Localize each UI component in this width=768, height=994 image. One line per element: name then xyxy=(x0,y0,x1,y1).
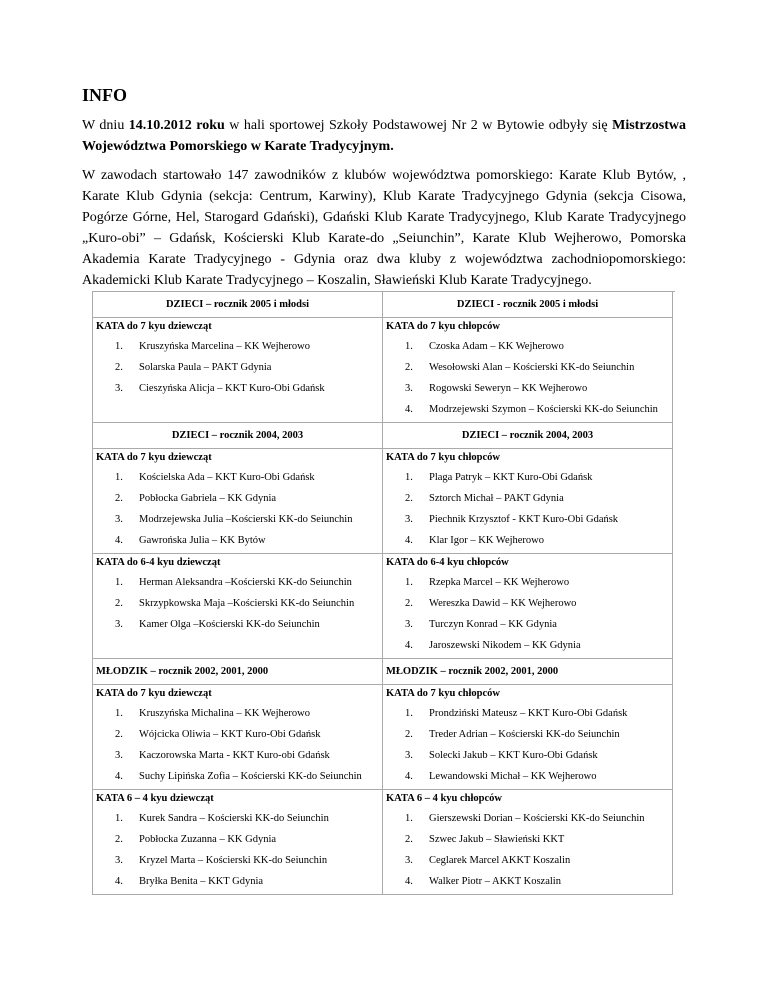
place-number: 2. xyxy=(405,834,413,845)
result-item xyxy=(383,467,672,488)
place-number: 4. xyxy=(405,404,413,415)
competitor-entry: Herman Aleksandra –Kościerski KK-do Seiunchin xyxy=(139,577,352,588)
competitor-entry: Suchy Lipińska Zofia – Kościerski KK-do Seiunchin xyxy=(139,771,362,782)
competitor-entry: Walker Piotr – AKKT Koszalin xyxy=(429,876,561,887)
place-number: 2. xyxy=(115,598,123,609)
result-item xyxy=(383,871,672,892)
place-number: 2. xyxy=(115,729,123,740)
result-item xyxy=(383,614,672,635)
page-title: INFO xyxy=(82,85,127,105)
result-item xyxy=(93,808,382,829)
place-number: 3. xyxy=(405,750,413,761)
competitor-entry: Rogowski Seweryn – KK Wejherowo xyxy=(429,383,588,394)
competitor-entry: Rzepka Marcel – KK Wejherowo xyxy=(429,577,570,588)
competitor-entry: Solarska Paula – PAKT Gdynia xyxy=(139,362,272,373)
category-title: KATA do 7 kyu chłopców xyxy=(386,688,500,699)
competitor-entry: Czoska Adam – KK Wejherowo xyxy=(429,341,564,352)
result-item xyxy=(383,724,672,745)
place-number: 1. xyxy=(115,708,123,719)
category-title: KATA do 7 kyu dziewcząt xyxy=(96,688,212,699)
category-right xyxy=(383,318,673,423)
result-item xyxy=(383,745,672,766)
place-number: 1. xyxy=(115,813,123,824)
place-number: 2. xyxy=(405,598,413,609)
competitor-entry: Pobłocka Zuzanna – KK Gdynia xyxy=(139,834,277,845)
place-number: 1. xyxy=(115,577,123,588)
category-title: KATA 6 – 4 kyu chłopców xyxy=(386,793,503,804)
event-name: Mistrzostwa Województwa Pomorskiego w Karate Tradycyjnym. xyxy=(82,118,686,154)
place-number: 4. xyxy=(405,771,413,782)
place-number: 3. xyxy=(405,514,413,525)
result-item xyxy=(93,703,382,724)
section-header-right: MŁODZIK – rocznik 2002, 2001, 2000 xyxy=(383,659,673,685)
category-left xyxy=(93,318,383,423)
category-row xyxy=(93,554,675,659)
competitor-entry: Modrzejewska Julia –Kościerski KK-do Seiunchin xyxy=(139,514,353,525)
result-item xyxy=(383,399,672,420)
intro-text: w hali sportowej Szkoły Podstawowej Nr 2 w Bytowie odbyły się xyxy=(224,118,613,133)
competitor-entry: Kruszyńska Michalina – KK Wejherowo xyxy=(139,708,311,719)
place-number: 2. xyxy=(405,493,413,504)
place-number: 3. xyxy=(405,383,413,394)
category-title: KATA do 6-4 kyu chłopców xyxy=(386,557,509,568)
competitor-entry: Skrzypkowska Maja –Kościerski KK-do Seiunchin xyxy=(139,598,355,609)
place-number: 4. xyxy=(405,640,413,651)
place-number: 1. xyxy=(405,341,413,352)
result-item xyxy=(93,766,382,787)
result-item xyxy=(93,530,382,551)
category-right xyxy=(383,685,673,790)
result-item xyxy=(383,808,672,829)
place-number: 2. xyxy=(115,362,123,373)
place-number: 3. xyxy=(115,383,123,394)
section-header-left: DZIECI – rocznik 2004, 2003 xyxy=(93,423,383,449)
result-item xyxy=(383,766,672,787)
result-item xyxy=(383,378,672,399)
result-item xyxy=(383,357,672,378)
section-header-left: MŁODZIK – rocznik 2002, 2001, 2000 xyxy=(93,659,383,685)
place-number: 2. xyxy=(405,362,413,373)
category-right xyxy=(383,449,673,554)
competitor-entry: Kruszyńska Marcelina – KK Wejherowo xyxy=(139,341,310,352)
event-date: 14.10.2012 roku xyxy=(128,118,225,133)
place-number: 2. xyxy=(405,729,413,740)
intro-paragraph-1 xyxy=(82,115,686,157)
competitor-entry: Cieszyńska Alicja – KKT Kuro-Obi Gdańsk xyxy=(139,383,325,394)
competitor-entry: Plaga Patryk – KKT Kuro-Obi Gdańsk xyxy=(429,472,593,483)
result-item xyxy=(383,635,672,656)
category-right xyxy=(383,554,673,659)
competitor-entry: Treder Adrian – Kościerski KK-do Seiunchin xyxy=(429,729,620,740)
place-number: 3. xyxy=(115,514,123,525)
category-title: KATA do 7 kyu dziewcząt xyxy=(96,452,212,463)
place-number: 1. xyxy=(115,472,123,483)
result-item xyxy=(93,850,382,871)
competitor-entry: Kurek Sandra – Kościerski KK-do Seiunchin xyxy=(139,813,329,824)
place-number: 3. xyxy=(405,619,413,630)
place-number: 4. xyxy=(405,535,413,546)
competitor-entry: Lewandowski Michał – KK Wejherowo xyxy=(429,771,597,782)
section-header-row xyxy=(93,659,675,685)
competitor-entry: Gierszewski Dorian – Kościerski KK-do Seiunchin xyxy=(429,813,645,824)
result-item xyxy=(93,336,382,357)
place-number: 2. xyxy=(115,834,123,845)
category-left xyxy=(93,790,383,895)
place-number: 1. xyxy=(405,472,413,483)
place-number: 1. xyxy=(405,708,413,719)
competitor-entry: Jaroszewski Nikodem – KK Gdynia xyxy=(429,640,581,651)
competitor-entry: Szwec Jakub – Sławieński KKT xyxy=(429,834,565,845)
result-item xyxy=(93,593,382,614)
result-item xyxy=(383,530,672,551)
competitor-entry: Wójcicka Oliwia – KKT Kuro-Obi Gdańsk xyxy=(139,729,321,740)
category-title: KATA do 7 kyu dziewcząt xyxy=(96,321,212,332)
place-number: 1. xyxy=(115,341,123,352)
result-item xyxy=(93,745,382,766)
result-item xyxy=(383,509,672,530)
section-header-right: DZIECI – rocznik 2004, 2003 xyxy=(383,423,673,449)
competitor-entry: Kościelska Ada – KKT Kuro-Obi Gdańsk xyxy=(139,472,315,483)
category-row xyxy=(93,318,675,423)
result-item xyxy=(93,829,382,850)
section-header-left: DZIECI – rocznik 2005 i młodsi xyxy=(93,292,383,318)
section-header-right: DZIECI - rocznik 2005 i młodsi xyxy=(383,292,673,318)
section-header-row xyxy=(93,292,675,318)
result-item xyxy=(93,357,382,378)
competitor-entry: Wesołowski Alan – Kościerski KK-do Seiunchin xyxy=(429,362,635,373)
category-left xyxy=(93,449,383,554)
result-item xyxy=(93,614,382,635)
place-number: 4. xyxy=(115,771,123,782)
category-row xyxy=(93,790,675,895)
result-item xyxy=(383,488,672,509)
result-item xyxy=(383,336,672,357)
result-item xyxy=(383,850,672,871)
intro-text: W dniu xyxy=(82,118,129,133)
result-item xyxy=(93,378,382,399)
category-title: KATA do 7 kyu chłopców xyxy=(386,452,500,463)
place-number: 2. xyxy=(115,493,123,504)
category-title: KATA do 6-4 kyu dziewcząt xyxy=(96,557,221,568)
competitor-entry: Kryzel Marta – Kościerski KK-do Seiunchin xyxy=(139,855,328,866)
competitor-entry: Gawrońska Julia – KK Bytów xyxy=(139,535,266,546)
category-left xyxy=(93,554,383,659)
competitor-entry: Modrzejewski Szymon – Kościerski KK-do Seiunchin xyxy=(429,404,658,415)
competitor-entry: Klar Igor – KK Wejherowo xyxy=(429,535,545,546)
category-title: KATA 6 – 4 kyu dziewcząt xyxy=(96,793,214,804)
result-item xyxy=(93,871,382,892)
result-item xyxy=(383,593,672,614)
place-number: 3. xyxy=(115,750,123,761)
competitor-entry: Sztorch Michał – PAKT Gdynia xyxy=(429,493,564,504)
competitor-entry: Kaczorowska Marta - KKT Kuro-obi Gdańsk xyxy=(139,750,330,761)
competitor-entry: Kamer Olga –Kościerski KK-do Seiunchin xyxy=(139,619,320,630)
competitor-entry: Pobłocka Gabriela – KK Gdynia xyxy=(139,493,277,504)
category-title: KATA do 7 kyu chłopców xyxy=(386,321,500,332)
place-number: 3. xyxy=(115,619,123,630)
category-row xyxy=(93,685,675,790)
place-number: 4. xyxy=(115,876,123,887)
result-item xyxy=(93,724,382,745)
category-right xyxy=(383,790,673,895)
place-number: 4. xyxy=(405,876,413,887)
competitor-entry: Piechnik Krzysztof - KKT Kuro-Obi Gdańsk xyxy=(429,514,619,525)
result-item xyxy=(93,509,382,530)
place-number: 3. xyxy=(115,855,123,866)
result-item xyxy=(383,703,672,724)
competitor-entry: Solecki Jakub – KKT Kuro-Obi Gdańsk xyxy=(429,750,598,761)
place-number: 1. xyxy=(405,813,413,824)
result-item xyxy=(93,572,382,593)
result-item xyxy=(383,572,672,593)
competitor-entry: Bryłka Benita – KKT Gdynia xyxy=(139,876,264,887)
competitor-entry: Prondziński Mateusz – KKT Kuro-Obi Gdańsk xyxy=(429,708,628,719)
category-row xyxy=(93,449,675,554)
place-number: 3. xyxy=(405,855,413,866)
competitor-entry: Turczyn Konrad – KK Gdynia xyxy=(429,619,557,630)
place-number: 4. xyxy=(115,535,123,546)
intro-paragraph-2: W zawodach startowało 147 zawodników z klubów województwa pomorskiego: Karate Klub Bytów, , Karate Klub Gdynia (sekcja: Centrum, Karwiny), Klub Karate Tradycyjnego Gdynia (sekcja Cisowa, Pogórze Górne, Hel, Starogard Gdański), Gdański Klub Karate Tradycyjnego, Klub Karate Tradycyjnego „Kuro-obi” – Gdańsk, Kościerski Klub Karate-do „Seiunchin”, Karate Klub Wejherowo, Pomorska Akademia Karate Tradycyjnego - Gdynia oraz dwa kluby z województwa zachodniopomorskiego: Akademicki Klub Karate Tradycyjnego – Koszalin, Sławieński Klub Karate Tradycyjnego. xyxy=(82,168,686,288)
place-number: 1. xyxy=(405,577,413,588)
results-table xyxy=(92,291,675,895)
result-item xyxy=(93,467,382,488)
section-header-row xyxy=(93,423,675,449)
category-left xyxy=(93,685,383,790)
competitor-entry: Ceglarek Marcel AKKT Koszalin xyxy=(429,855,571,866)
result-item xyxy=(383,829,672,850)
result-item xyxy=(93,488,382,509)
competitor-entry: Wereszka Dawid – KK Wejherowo xyxy=(429,598,577,609)
